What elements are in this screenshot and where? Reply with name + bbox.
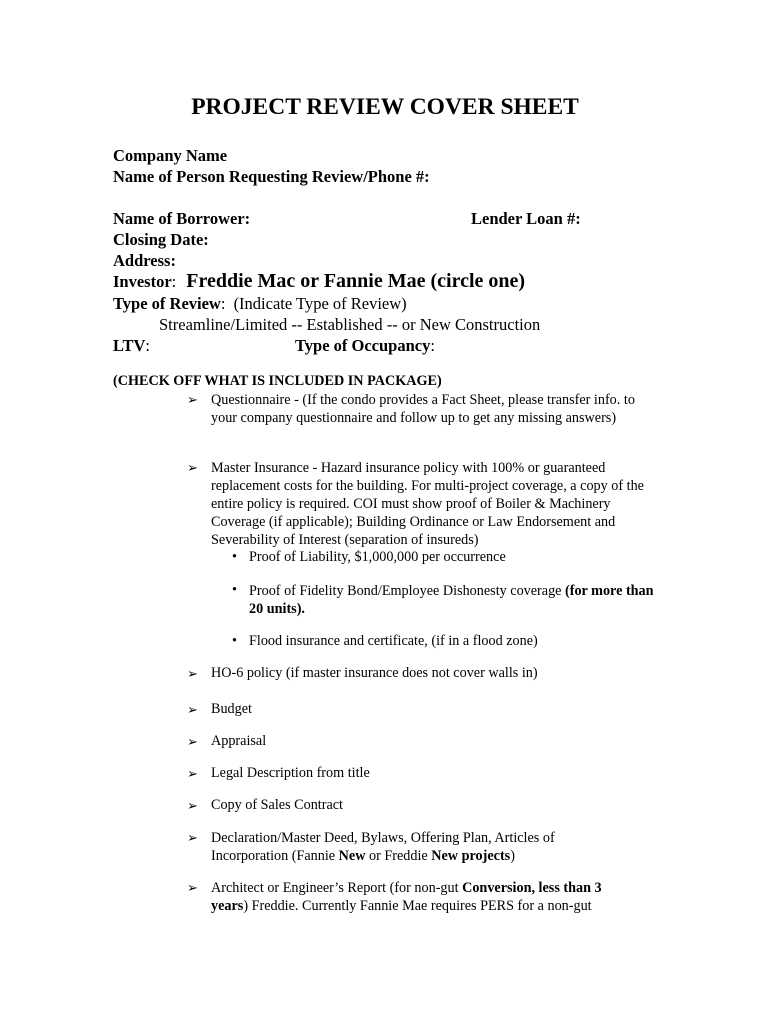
checklist-item-sales-contract: Copy of Sales Contract <box>211 797 344 813</box>
review-label: Type of Review <box>113 294 221 313</box>
arrow-bullet-icon: ➢ <box>187 460 198 475</box>
requester-label: Name of Person Requesting Review/Phone #: <box>113 167 430 186</box>
sub-item-liability: Proof of Liability, $1,000,000 per occurrence <box>249 549 506 565</box>
arrow-bullet-icon: ➢ <box>187 734 198 749</box>
investor-label: Investor <box>113 272 172 291</box>
review-line <box>113 294 407 314</box>
review-options: Streamline/Limited -- Established -- or New Construction <box>159 315 541 334</box>
declaration-text-3: ) <box>510 848 515 864</box>
fidelity-emphasis: (for more than 20 units). <box>249 583 654 617</box>
investor-colon: : <box>171 272 177 291</box>
checklist-item-legal-description: Legal Description from title <box>211 765 370 781</box>
arrow-bullet-icon: ➢ <box>187 830 198 845</box>
declaration-text-1: Declaration/Master Deed, Bylaws, Offering Plan, Articles of Incorporation (Fannie <box>211 830 555 864</box>
checklist-item-questionnaire: Questionnaire - (If the condo provides a Fact Sheet, please transfer info. to your company questionnaire and follow up to get any missing answers) <box>211 392 635 426</box>
ltv-line <box>113 336 150 356</box>
arrow-bullet-icon: ➢ <box>187 392 198 407</box>
arrow-bullet-icon: ➢ <box>187 798 198 813</box>
review-colon: : <box>220 294 226 313</box>
checklist-header: (CHECK OFF WHAT IS INCLUDED IN PACKAGE) <box>113 373 442 389</box>
review-value: (Indicate Type of Review) <box>233 294 407 313</box>
dot-bullet-icon: • <box>232 549 237 565</box>
dot-bullet-icon: • <box>232 633 237 649</box>
checklist-item-appraisal: Appraisal <box>211 733 267 749</box>
sub-item-fidelity <box>249 582 659 618</box>
ltv-label: LTV <box>113 336 146 355</box>
borrower-label: Name of Borrower: <box>113 209 251 228</box>
address-label: Address: <box>113 251 176 270</box>
page-title: PROJECT REVIEW COVER SHEET <box>191 94 579 120</box>
closing-date-label: Closing Date: <box>113 230 209 249</box>
declaration-text-2: or Freddie <box>365 848 432 864</box>
checklist-item-ho6: HO-6 policy (if master insurance does not cover walls in) <box>211 665 538 681</box>
investor-value: Freddie Mac or Fannie Mae (circle one) <box>186 270 526 292</box>
checklist-item-budget: Budget <box>211 701 252 717</box>
architect-text-1: Architect or Engineer’s Report (for non-gut <box>211 880 463 896</box>
arrow-bullet-icon: ➢ <box>187 702 198 717</box>
arrow-bullet-icon: ➢ <box>187 766 198 781</box>
investor-line <box>113 270 525 293</box>
architect-text-2: ) Freddie. Currently Fannie Mae requires PERS for a non-gut <box>243 898 592 914</box>
checklist-item-declaration <box>211 829 611 865</box>
declaration-emphasis-2: New projects <box>431 848 511 864</box>
checklist-item-master-insurance: Master Insurance - Hazard insurance policy with 100% or guaranteed replacement costs for the building. For multi-project coverage, a copy of the entire policy is required. COI must show proof of Boiler & Machinery Coverage (if applicable); Building Ordinance or Law Endorsement and Severability of Interest (separation of insureds) <box>211 460 644 548</box>
fidelity-text: Proof of Fidelity Bond/Employee Dishonesty coverage <box>249 583 566 599</box>
occupancy-label: Type of Occupancy <box>295 336 431 355</box>
declaration-emphasis-1: New <box>338 848 366 864</box>
occupancy-colon: : <box>430 336 435 355</box>
loan-number-label: Lender Loan #: <box>471 209 581 228</box>
dot-bullet-icon: • <box>232 582 237 598</box>
checklist-item-architect-report <box>211 879 636 915</box>
ltv-colon: : <box>145 336 151 355</box>
occupancy-line <box>295 336 435 356</box>
arrow-bullet-icon: ➢ <box>187 880 198 895</box>
arrow-bullet-icon: ➢ <box>187 666 198 681</box>
architect-emphasis: Conversion, less than 3 years <box>211 880 602 914</box>
company-name-label: Company Name <box>113 146 228 165</box>
sub-item-flood: Flood insurance and certificate, (if in a flood zone) <box>249 633 538 649</box>
